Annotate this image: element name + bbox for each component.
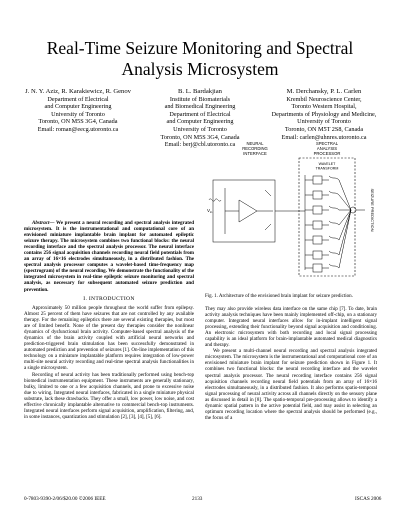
- affiliation-line: Toronto Western Hospital,: [291, 103, 357, 111]
- fig-label-seizure: SEIZURE PREDICTION: [370, 188, 375, 232]
- filter-block: [313, 191, 322, 199]
- paragraph: Recording of neural activity has been traditionally performed using bench-top biomedical instrumentation equipment. These instruments are generally stationary, bulky, limited to one or a few acquisition channels, and prone to excessive noise due to wiring. Integrated neural interfaces, fabricated in a single miniature physical substrate, lack these drawbacks. They offer a small, low power, low noise, and cost effective chronically implantable alternative to commercial bench-top instruments. Integrated neural interfaces perform signal acquisition, amplification, filtering, and, in some instances, quantization and stimulation [2], [3], [4], [5], [6].: [24, 371, 194, 420]
- fig-label-recording-1: NEURAL: [246, 141, 264, 146]
- abstract-text: — We present a neural recording and spectral analysis integrated microsystem. It is the instrumentational and computational core of an envisioned miniature implantable brain implant for automated epileptic seizure therapy. The microsystem combines two functional blocks: the neural recording interface and the spectral analysis processor. The neural interface contains 256 signal acquisition channels recording neural field potentials from an array of 16×16 electrodes simultaneously, in a distributed fashion. The spectral analysis processor computes a wavelet-based time-frequency map (spectrogram) of the neural recording. We demonstrate the functionality of the integrated microsystem in real-time epileptic seizure monitoring and spectral analysis, as necessary for subsequent automated seizure prediction and prevention.: [24, 220, 194, 293]
- input-waveform: [209, 199, 221, 201]
- filter-block: [313, 251, 322, 259]
- paper-title: [0, 38, 400, 80]
- affiliation-line: University of Toronto: [173, 125, 227, 133]
- author-names: M. Derchansky, P. L. Carlen: [286, 88, 362, 95]
- figure-caption: Fig. 1. Architecture of the envisioned brain implant for seizure prediction.: [205, 294, 353, 299]
- affiliation-line: Krembil Neuroscience Center,: [286, 95, 362, 103]
- fig-label-recording-3: INTERFACE: [243, 151, 267, 156]
- footer-venue: ISCAS 2006: [355, 496, 382, 502]
- affiliation-line: University of Toronto: [51, 110, 105, 118]
- author-email: Email: roman@eecg.utoronto.ca: [37, 125, 119, 133]
- filter-block: [313, 236, 322, 244]
- author-email: Email: carlen@uhnres.utoronto.ca: [281, 133, 367, 141]
- paragraph: They may also provide wireless data interface on the same chip [7]. To date, brain activity analysis techniques have been mainly implemented off-chip, on a stationary computer. Integrated neural interfaces allow for in-implant intelligent signal processing, extending their functionality beyond signal acquisition and conditioning. An electronic microsystem with both recording and local signal processing capability is an ideal platform for brain-implantable automated medical diagnostics and therapy.: [205, 306, 377, 349]
- fig-label-vin: $V_{in}$: [207, 208, 213, 214]
- fig-label-spectral-3: PROCESSOR: [313, 151, 341, 156]
- affiliation-line: and Computer Engineering: [44, 103, 112, 111]
- paragraph: We present a multi-channel neural recording and spectral analysis integrated microsystem. The microsystem is the instrumentational and computational core of an envisioned miniature brain implant for seizure prediction shown in Figure 1. It combines two functional blocks: the neural recording interface and the wavelet spectral analysis processor. The neural recording interface contains 256 signal acquisition channels recording neural field potentials from an array of 16×16 electrodes simultaneously, in a distributed fashion. It also performs spatio-temporal signal processing of neural activity across all channels directly on the sensory plane as discussed in detail in [8]. The spatio-temporal pre-processing allows to identify a dynamic spatial pattern in the active potential field, and may assist in selecting an optimum recording location where the spectral analysis should be performed (e.g., the focus of a: [205, 348, 377, 421]
- fig-label-wavelet-2: TRANSFORM: [315, 166, 339, 171]
- network-connections: [339, 180, 351, 268]
- footer-copyright: 0-7803-9390-2/06/$20.00 ©2006 IEEE: [24, 496, 106, 502]
- affiliation-line: Departments of Physiology and Medicine,: [271, 110, 377, 118]
- footer-page-number: 2133: [192, 496, 203, 502]
- section-heading: I. INTRODUCTION: [83, 296, 135, 302]
- title-line-2: Analysis Microsystem: [121, 59, 279, 79]
- fig-label-recording-2: RECORDING: [242, 146, 268, 151]
- affiliation-line: Institute of Biomaterials: [169, 95, 231, 103]
- fig-label-spectral-2: ANALYSIS: [316, 146, 338, 151]
- filter-block: [313, 176, 322, 184]
- abstract: [24, 220, 194, 293]
- affiliation-line: Department of Electrical: [47, 95, 109, 103]
- title-line-1: Real-Time Seizure Monitoring and Spectral: [46, 38, 354, 58]
- affiliation-line: University of Toronto: [297, 118, 351, 126]
- affiliation-line: and Biomedical Engineering: [164, 103, 236, 111]
- architecture-diagram: [205, 140, 377, 290]
- affiliation-line: Toronto, ON M5S 3G4, Canada: [160, 133, 240, 141]
- spectral-processor-box: [299, 158, 355, 276]
- filter-taps: [305, 180, 313, 268]
- feedback-element: [265, 190, 271, 230]
- author-email: Email: berj@cbl.utoronto.ca: [164, 141, 236, 149]
- filter-outputs: [322, 180, 329, 268]
- author-block-3: [258, 88, 390, 141]
- paragraph: Approximately 50 million people throughout the world suffer from epilepsy. Almost 25 percent of them have seizures that are not controlled by any available therapy. For the remaining epileptics there are several existing therapies, but most are of limited benefit. None of the present day therapies consider the nonlinear dynamics of dysfunctional brain activity. Computer-based spectral analysis of the dynamics of the brain activity coupled with artificial neural networks and prediction-triggered brain stimulation has been successfully demonstrated in automated prediction and prevention of seizures [1]. On-line implementation of this technology on a miniature implantable platform requires integration of low-power multi-site neural activity recording and real-time spectral analysis functionalities in a single microsystem.: [24, 305, 194, 372]
- filter-block: [313, 221, 322, 229]
- affiliation-line: and Computer Engineering: [166, 118, 234, 126]
- fig-label-wavelet-1: WAVELET: [318, 162, 336, 166]
- filter-block: [313, 264, 322, 272]
- fig-label-spectral-1: SPECTRAL: [315, 141, 339, 146]
- filter-block: [313, 206, 322, 214]
- right-column-text: [205, 306, 377, 421]
- author-names: J. N. Y. Aziz, R. Karakiewicz, R. Genov: [25, 88, 131, 95]
- amplifier-symbol: [225, 188, 257, 234]
- author-names: B. L. Bardakjian: [178, 88, 222, 95]
- author-block-1: [14, 88, 142, 134]
- wavelet-outputs: [329, 176, 339, 268]
- figure-1: [205, 140, 377, 290]
- affiliation-line: Toronto, ON M5T 2S8, Canada: [284, 125, 364, 133]
- abstract-lead: Abstract: [32, 220, 50, 226]
- affiliation-line: Toronto, ON M5S 3G4, Canada: [38, 118, 118, 126]
- affiliation-line: Department of Electrical: [169, 110, 231, 118]
- intro-text: [24, 305, 194, 420]
